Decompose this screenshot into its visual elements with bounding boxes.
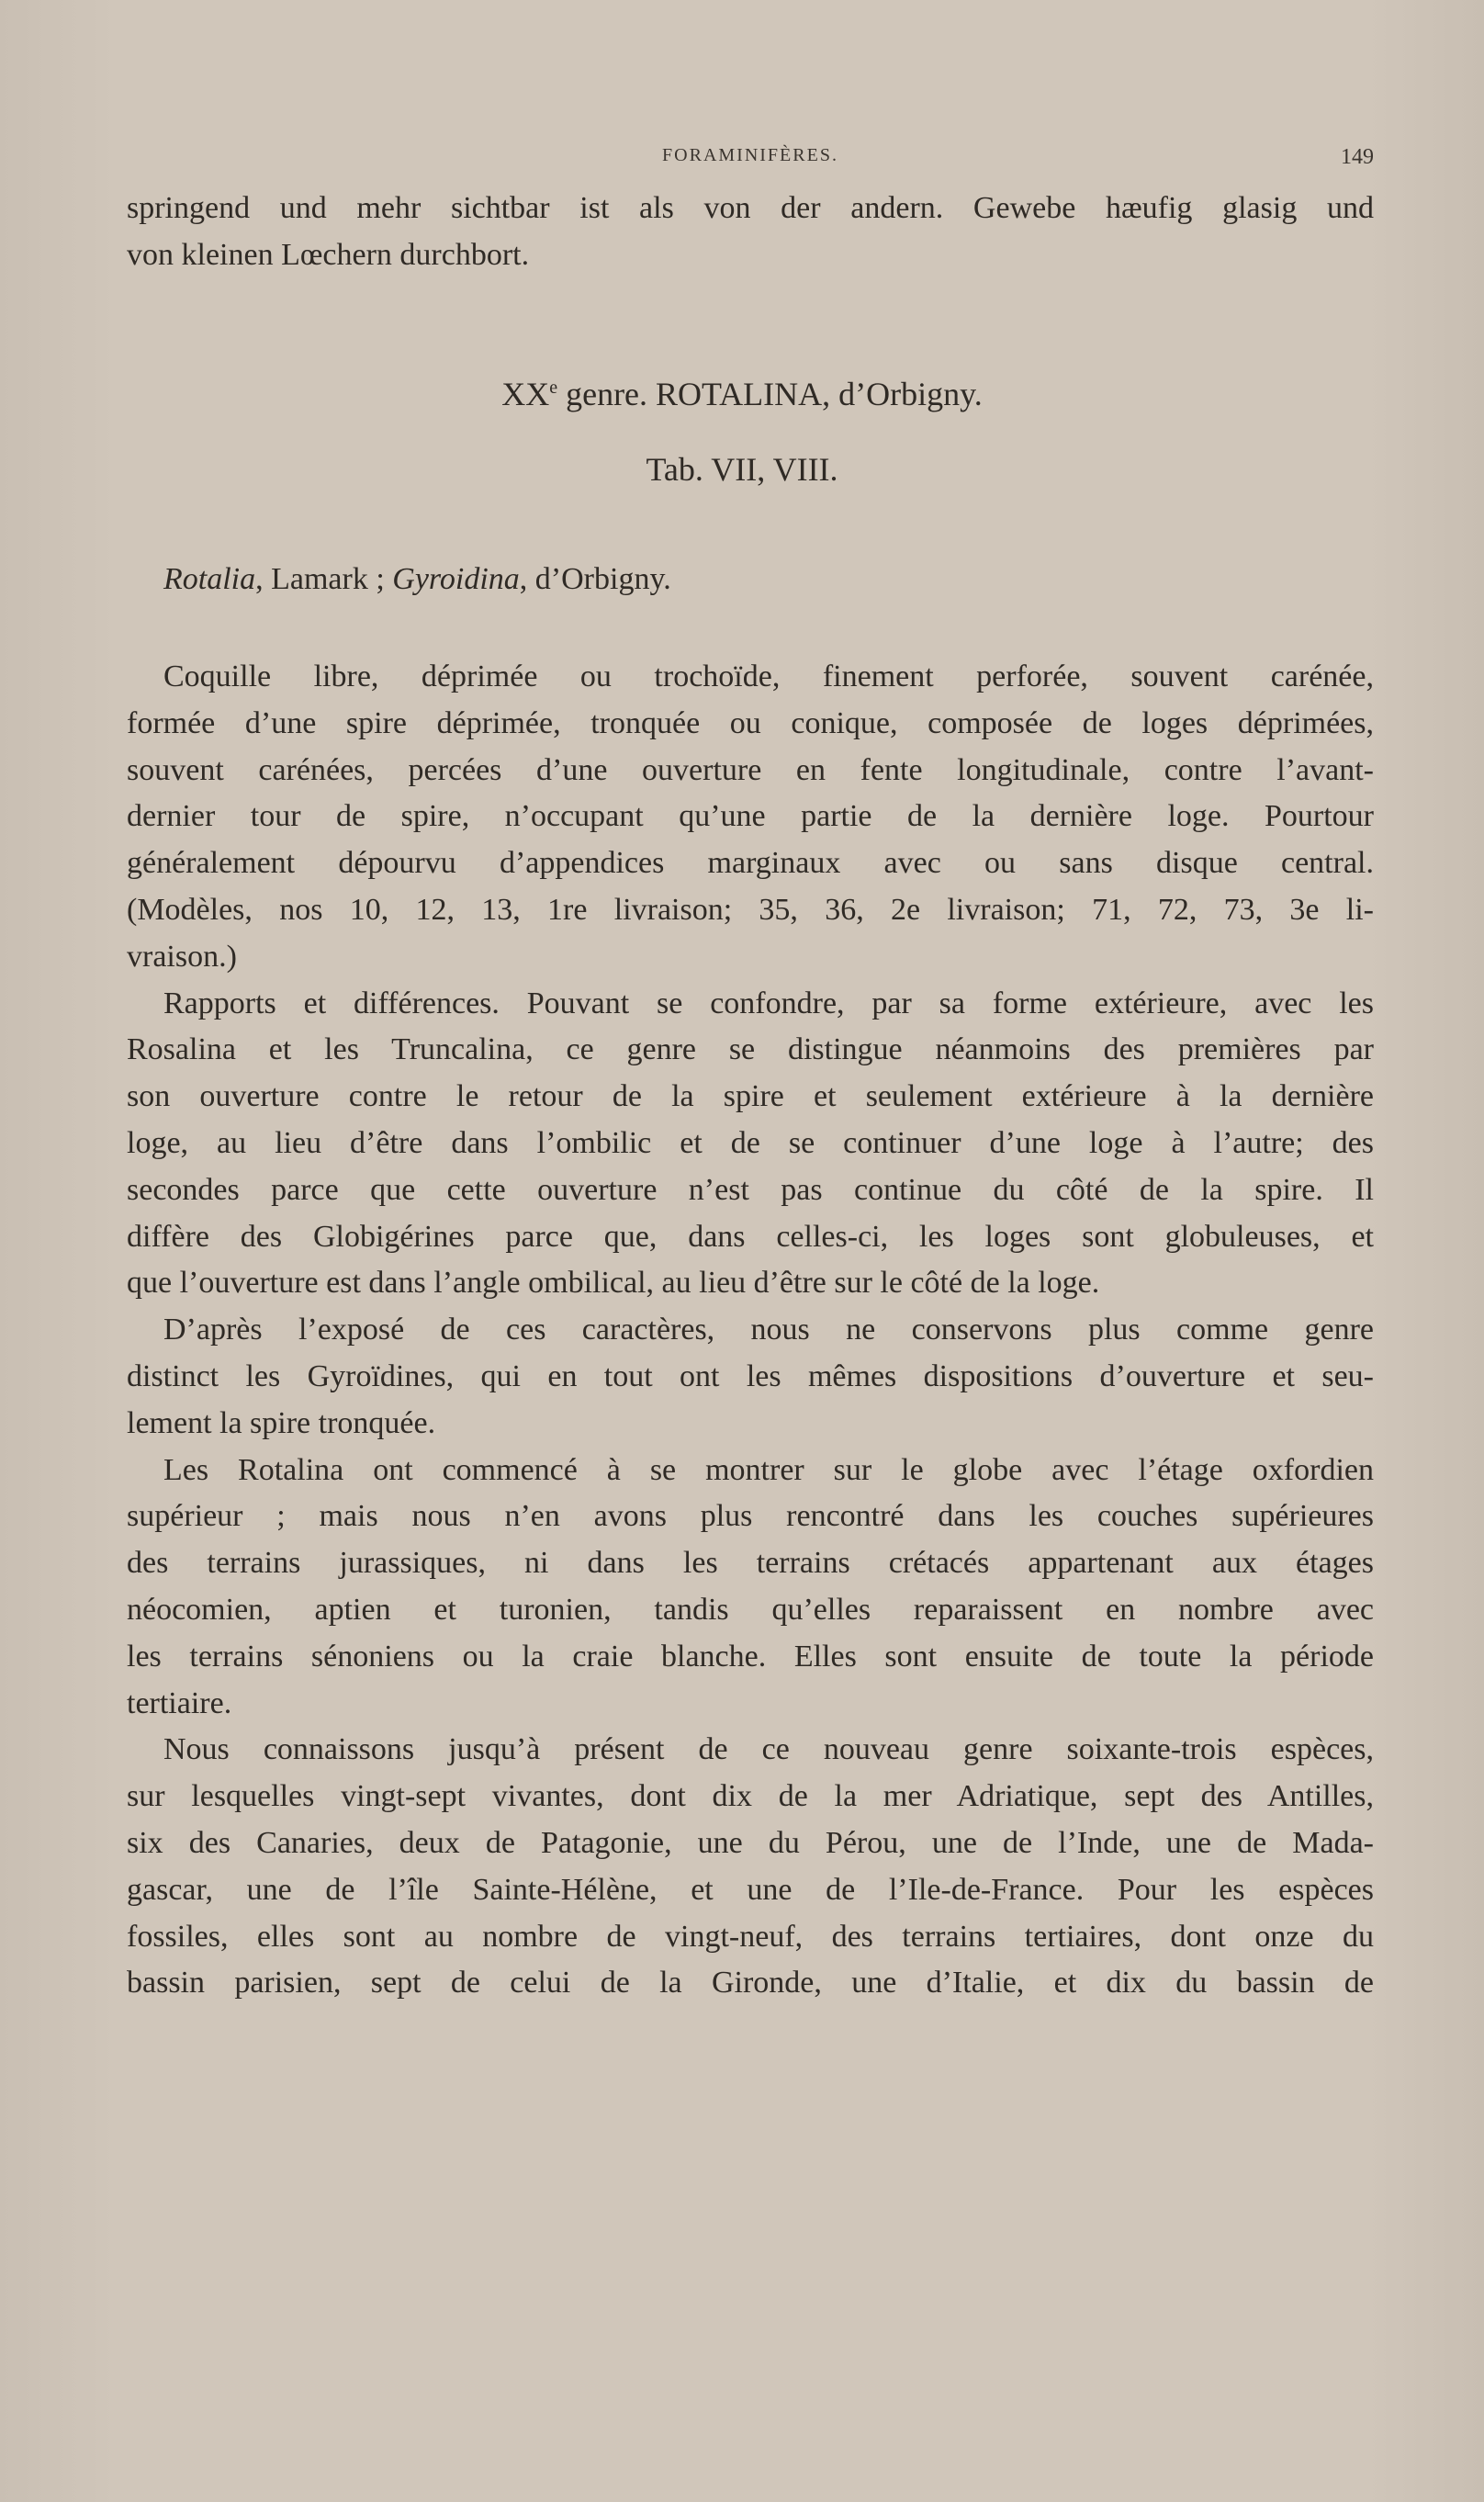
synonym-rotalia: Rotalia — [163, 562, 256, 596]
body-line: lement la spire tronquée. — [127, 1405, 436, 1440]
body-line: vraison.) — [127, 939, 237, 974]
body-line: dernier tour de spire, n’occupant qu’une partie de la dernière loge. Pourtour — [127, 799, 1374, 834]
body-line: distinct les Gyroïdines, qui en tout ont les mêmes dispositions d’ouverture et seu- — [127, 1358, 1374, 1393]
body-line: gascar, une de l’île Sainte-Hélène, et une de l’Ile-de-France. Pour les espèces — [127, 1872, 1374, 1907]
body-line: Rosalina et les Truncalina, ce genre se distingue néanmoins des premières par — [127, 1032, 1374, 1067]
body-line: fossiles, elles sont au nombre de vingt-neuf, des terrains tertiaires, dont onze du — [127, 1919, 1374, 1954]
synonym-author-1: , Lamark ; — [255, 562, 393, 596]
body-line: souvent carénées, percées d’une ouverture en fente longitudinale, contre l’avant- — [127, 752, 1374, 787]
intro-line: von kleinen Lœchern durchbort. — [127, 237, 530, 272]
synonym-gyroidina: Gyroidina — [392, 562, 520, 596]
body-line: diffère des Globigérines parce que, dans celles-ci, les loges sont globuleuses, et — [127, 1219, 1374, 1254]
body-line: supérieur ; mais nous n’en avons plus rencontré dans les couches supérieures — [127, 1499, 1374, 1534]
genre-title: genre. ROTALINA, d’Orbigny. — [557, 376, 983, 412]
body-line: Nous connaissons jusqu’à présent de ce nouveau genre soixante-trois espèces, — [163, 1732, 1374, 1767]
genre-number: XX — [501, 376, 550, 412]
genre-heading — [0, 375, 1484, 413]
body-line: son ouverture contre le retour de la spire et seulement extérieure à la dernière — [127, 1079, 1374, 1114]
body-text — [127, 654, 1374, 2007]
body-line: généralement dépourvu d’appendices marginaux avec ou sans disque central. — [127, 846, 1374, 881]
body-line: bassin parisien, sept de celui de la Gironde, une d’Italie, et dix du bassin de — [127, 1966, 1374, 2000]
intro-paragraph — [127, 186, 1374, 279]
running-head — [127, 145, 1374, 173]
intro-line: springend und mehr sichtbar ist als von der andern. Gewebe hæufig glasig und — [127, 191, 1374, 225]
body-line: Coquille libre, déprimée ou trochoïde, finement perforée, souvent carénée, — [163, 659, 1374, 693]
body-line: Les Rotalina ont commencé à se montrer sur le globe avec l’étage oxfordien — [163, 1452, 1374, 1487]
body-line: sur lesquelles vingt-sept vivantes, dont dix de la mer Adriatique, sept des Antilles, — [127, 1779, 1374, 1814]
body-line: que l’ouverture est dans l’angle ombilical, au lieu d’être sur le côté de la loge. — [127, 1266, 1100, 1301]
body-line: formée d’une spire déprimée, tronquée ou conique, composée de loges déprimées, — [127, 705, 1374, 740]
body-line: Rapports et différences. Pouvant se confondre, par sa forme extérieure, avec les — [163, 986, 1374, 1020]
body-line: (Modèles, nos 10, 12, 13, 1re livraison; 35, 36, 2e livraison; 71, 72, 73, 3e li- — [127, 892, 1374, 927]
plate-reference: Tab. VII, VIII. — [646, 451, 838, 488]
body-line: les terrains sénoniens ou la craie blanche. Elles sont ensuite de toute la période — [127, 1639, 1374, 1674]
body-line: loge, au lieu d’être dans l’ombilic et de se continuer d’une loge à l’autre; des — [127, 1125, 1374, 1160]
body-line: néocomien, aptien et turonien, tandis qu’elles reparaissent en nombre avec — [127, 1592, 1374, 1627]
genre-number-sup: e — [549, 378, 558, 398]
body-line: D’après l’exposé de ces caractères, nous ne conservons plus comme genre — [163, 1313, 1374, 1347]
body-line: secondes parce que cette ouverture n’est pas continue du côté de la spire. Il — [127, 1172, 1374, 1207]
page-number: 149 — [1341, 145, 1374, 169]
body-line: tertiaire. — [127, 1685, 232, 1720]
synonyms-line — [163, 562, 671, 597]
body-line: six des Canaries, deux de Patagonie, une du Pérou, une de l’Inde, une de Mada- — [127, 1825, 1374, 1860]
running-title: FORAMINIFÈRES. — [662, 145, 838, 165]
synonym-author-2: , d’Orbigny. — [519, 562, 671, 596]
body-line: des terrains jurassiques, ni dans les terrains crétacés appartenant aux étages — [127, 1546, 1374, 1581]
